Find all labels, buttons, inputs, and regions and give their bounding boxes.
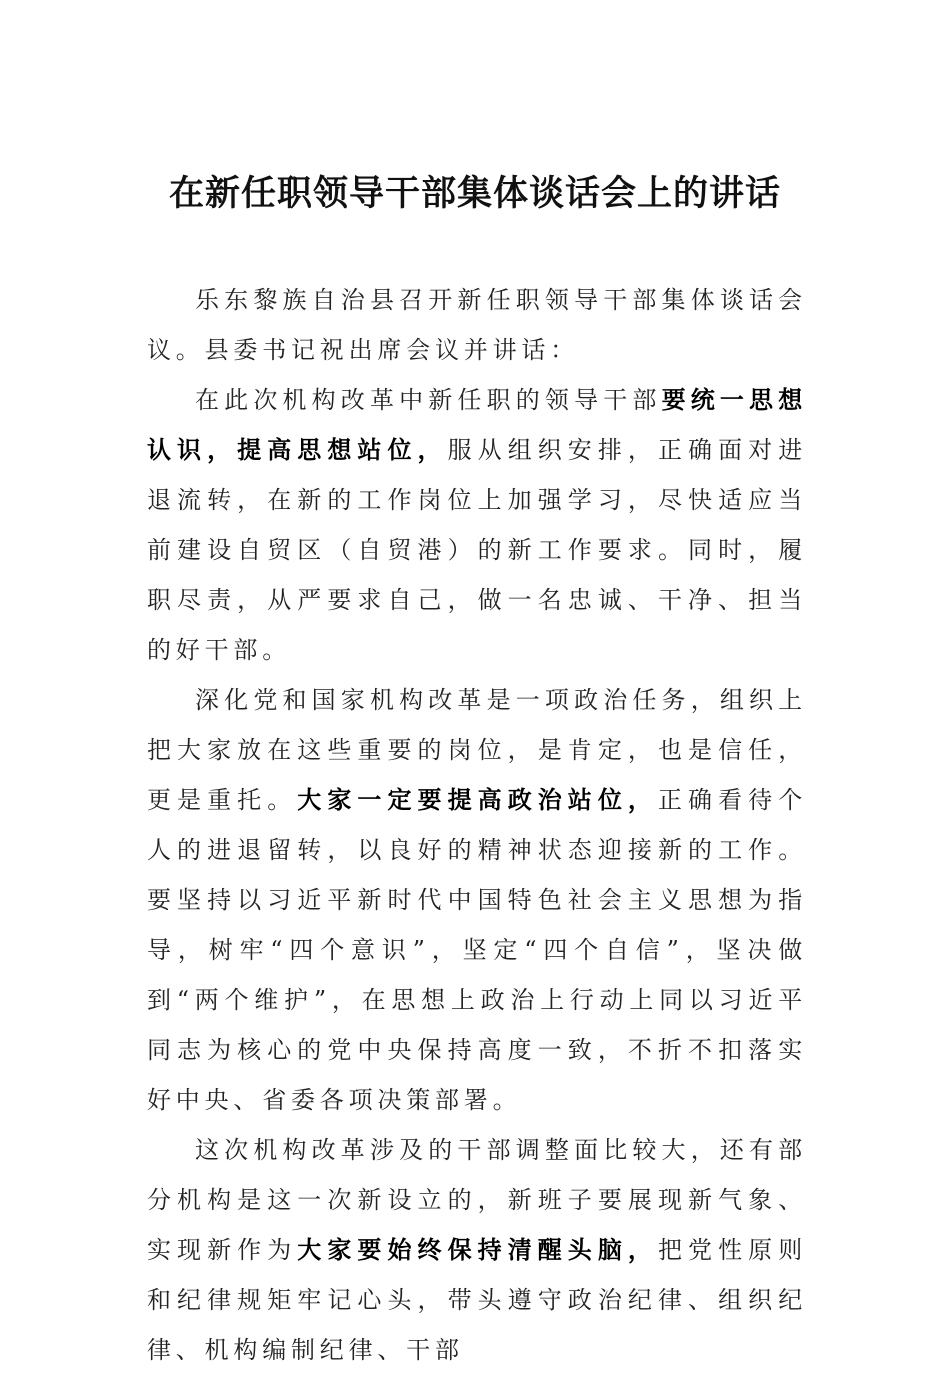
- emphasis-text: 要统一思想认识，提高思想站位，: [147, 385, 807, 464]
- paragraph-text: 正确看待个人的进退留转，以良好的精神状态迎接新的工作。要坚持以习近平新时代中国特色社会主义思想为指导，树牢“四个意识”，坚定“四个自信”，坚决做到“两个维护”，在思想上政治上行动上同以习近平同志为核心的党中央保持高度一致，不折不扣落实好中央、省委各项决策部署。: [147, 786, 808, 1114]
- paragraph-text: 把党性原则和纪律规矩牢记心头，带头遵守政治纪律、组织纪律、机构编制纪律、干部: [147, 1236, 808, 1364]
- paragraph-text: 乐东黎族自治县召开新任职领导干部集体谈话会议。县委书记祝出席会议并讲话：: [147, 286, 807, 364]
- body-paragraph: [147, 375, 807, 675]
- body-paragraph: [147, 275, 807, 375]
- paragraph-text: 深化党和国家机构改革是一项政治任务，组织上把大家放在这些重要的岗位，是肯定，也是信任，更是重托。: [147, 686, 807, 814]
- document-body: [147, 275, 807, 1375]
- body-paragraph: [147, 1125, 807, 1375]
- body-paragraph: [147, 675, 807, 1125]
- paragraph-text: 在此次机构改革中新任职的领导干部: [195, 386, 662, 414]
- document-title: 在新任职领导干部集体谈话会上的讲话: [168, 173, 781, 214]
- paragraph-text: 这次机构改革涉及的干部调整面比较大，还有部分机构是这一次新设立的，新班子要展现新气象、实现新作为: [147, 1136, 807, 1264]
- paragraph-text: 服从组织安排，正确面对进退流转，在新的工作岗位上加强学习，尽快适应当前建设自贸区（自贸港）的新工作要求。同时，履职尽责，从严要求自己，做一名忠诚、干净、担当的好干部。: [147, 436, 808, 664]
- emphasis-text: 大家一定要提高政治站位，: [297, 785, 658, 814]
- emphasis-text: 大家要始终保持清醒头脑，: [297, 1235, 658, 1264]
